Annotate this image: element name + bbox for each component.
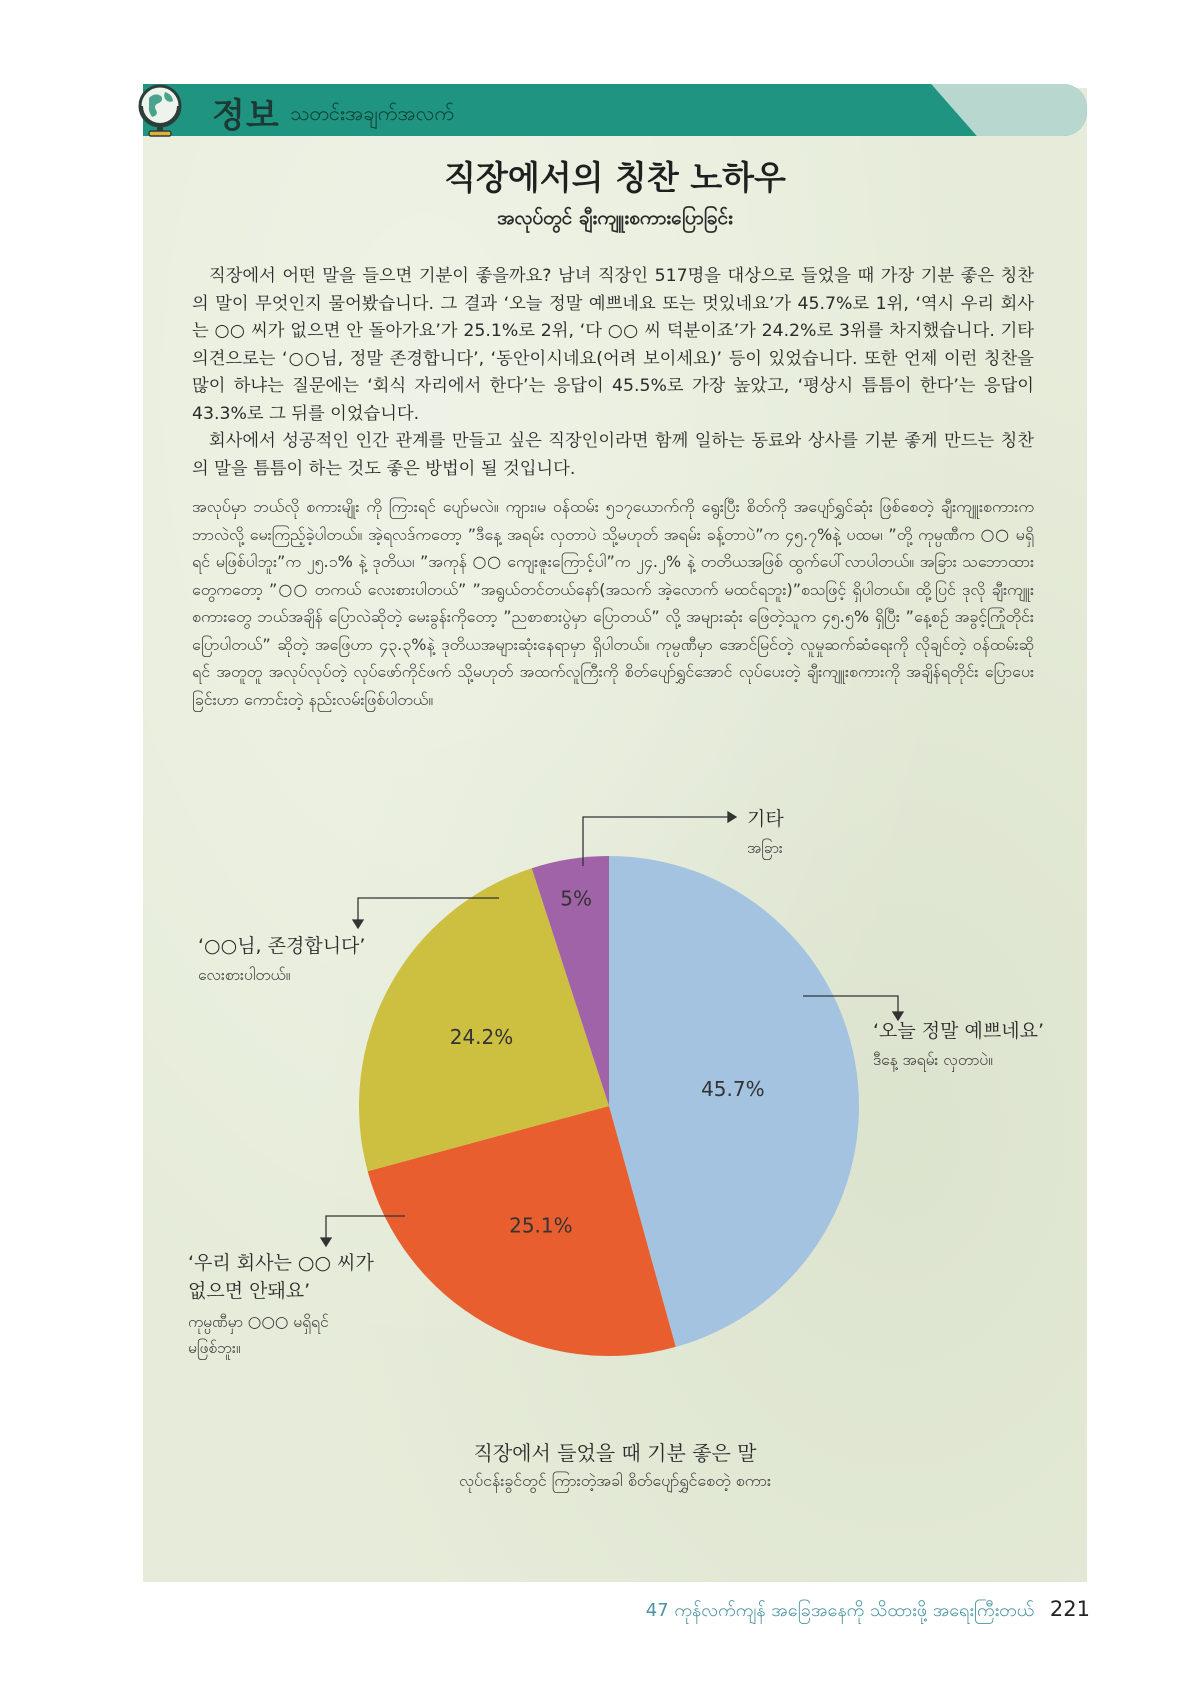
slice-label-ko: 없으면 안돼요’ [188,1280,311,1302]
slice-value-label: 5% [560,886,593,911]
leader-arrow [321,1238,331,1246]
burmese-body: အလုပ်မှာ ဘယ်လို စကားမျိုး ကို ကြားရင် ပျော်မလဲ။ ကျား၊မ ဝန်ထမ်း ၅၁၇ယောက်ကို ရွေးပြီး စိတ်ကို အပျော်ရွှင်ဆုံး ဖြစ်စေတဲ့ ချီးကျူးစကားက ဘာလဲလို့ မေးကြည့်ခဲ့ပါတယ်။ အဲ့ရလဒ်ကတော့ ”ဒီနေ့ အရမ်း လှတာပဲ သို့မဟုတ် အရမ်း ခန့်တာပဲ”က ၄၅.၇%နဲ့ ပထမ၊ ”တို့ ကုမ္ပဏီက ○○ မရှိရင် မဖြစ်ပါဘူး”က ၂၅.၁% နဲ့ ဒုတိယ၊ ”အကုန် ○○ ကျေးဇူးကြောင့်ပါ”က ၂၄.၂% နဲ့ တတိယအဖြစ် ထွက်ပေါ်လာပါတယ်။ အခြား သဘောထားတွေကတော့ ”○○ တကယ် လေးစားပါတယ်” ”အရွယ်တင်တယ်နော်(အသက် အဲ့လောက် မထင်ရဘူး)”စသဖြင့် ရှိပါတယ်။ ထို့ပြင် ဒုလို ချီးကျူးစကားတွေ ဘယ်အချိန် ပြောလဲဆိုတဲ့ မေးခွန်းကိုတော့ ”ညစာစားပွဲမှာ ပြောတယ်” လို့ အများဆုံး ဖြေတဲ့သူက ၄၅.၅% ရှိပြီး ”နေ့စဉ် အခွင့်ကြုံတိုင်း ပြောပါတယ်” ဆိုတဲ့ အဖြေဟာ ၄၃.၃%နဲ့ ဒုတိယအများဆုံးနေရာမှာ ရှိပါတယ်။ ကုမ္ပဏီမှာ အောင်မြင်တဲ့ လူမှုဆက်ဆံရေးကို လိုချင်တဲ့ ဝန်ထမ်းဆိုရင် အတူတူ အလုပ်လုပ်တဲ့ လုပ်ဖော်ကိုင်ဖက် သို့မဟုတ် အထက်လူကြီးကို စိတ်ပျော်ရွှင်အောင် လုပ်ပေးတဲ့ ချီးကျူးစကားကို အချိန်ရတိုင်း ပြောပေးခြင်းဟာ ကောင်းတဲ့ နည်းလမ်းဖြစ်ပါတယ်။ [192,497,1035,709]
slice-label-ko: 기타 [747,808,784,830]
page-footer [646,1597,1090,1625]
chart-subtitle: လုပ်ငန်းခွင်တွင် ကြားတဲ့အခါ စိတ်ပျော်ရွှင်စေတဲ့ စကား [458,1471,772,1490]
slice-label-ko: ‘우리 회사는 ○○ 씨가 [188,1252,374,1274]
article-title: 직장에서의 칭찬 노하우 [444,158,786,197]
leader-arrow [728,812,736,822]
slice-value-label: 25.1% [509,1213,573,1238]
korean-paragraph: 회사에서 성공적인 인간 관계를 만들고 싶은 직장인이라면 함께 일하는 동료와 상사를 기분 좋게 만드는 칭찬의 말을 틈틈이 하는 것도 좋은 방법이 될 것입니다. [192,431,1034,479]
pie-slices [359,856,859,1356]
section-label: 정보 [212,96,280,136]
chart-title: 직장에서 들었을 때 기분 좋은 말 [473,1441,757,1465]
pie-chart [143,800,1087,1420]
slice-label-my: လေးစားပါတယ်။ [198,966,291,984]
header-band [143,84,1087,136]
leader-arrow [893,1012,903,1020]
globe-icon [135,82,185,138]
slice-label-ko: ‘○○님, 존경합니다’ [198,935,366,957]
slice-label-ko: ‘오늘 정말 예쁘네요’ [873,1020,1044,1042]
korean-paragraph: 직장에서 어떤 말을 들으면 기분이 좋을까요? 남녀 직장인 517명을 대상으로 들었을 때 가장 기분 좋은 칭찬의 말이 무엇인지 물어봤습니다. 그 결과 ‘오늘 정말 예쁘네요 또는 멋있네요’가 45.7%로 1위, ‘역시 우리 회사는 ○○ 씨가 없으면 안 돌아가요’가 25.1%로 2위, ‘다 ○○ 씨 덕분이죠’가 24.2%로 3위를 차지했습니다. 기타 의견으로는 ‘○○님, 정말 존경합니다’, ‘동안이시네요(어려 보이세요)’ 등이 있었습니다. 또한 언제 이런 칭찬을 많이 하냐는 질문에는 ‘회식 자리에서 한다’는 응답이 45.5%로 가장 높았고, ‘평상시 틈틈이 한다’는 응답이 43.3%로 그 뒤를 이었습니다. [192,266,1034,424]
slice-value-label: 45.7% [701,1077,765,1102]
slice-label-my: မဖြစ်ဘူး။ [188,1339,241,1357]
article-subtitle: အလုပ်တွင် ချီးကျူးစကားပြောခြင်း [497,207,733,229]
section-label-translation: သတင်းအချက်အလက် [290,101,455,125]
slice-value-label: 24.2% [449,1024,514,1049]
slice-label-my: ဒီနေ့ အရမ်း လှတာပဲ။ [873,1051,993,1069]
slice-label-my: အခြား [747,839,783,857]
korean-body [192,263,1034,483]
slice-label-my: ကုမ္ပဏီမှာ ○○○ မရှိရင် [188,1313,329,1331]
header-band-tail [897,84,1087,136]
page-number: 221 [1049,1597,1090,1621]
leader-arrow [353,920,363,928]
chapter-title: 47 ကုန်လက်ကျန် အခြေအနေကို သိထားဖို့ အရေးကြီးတယ် [645,1600,1035,1621]
